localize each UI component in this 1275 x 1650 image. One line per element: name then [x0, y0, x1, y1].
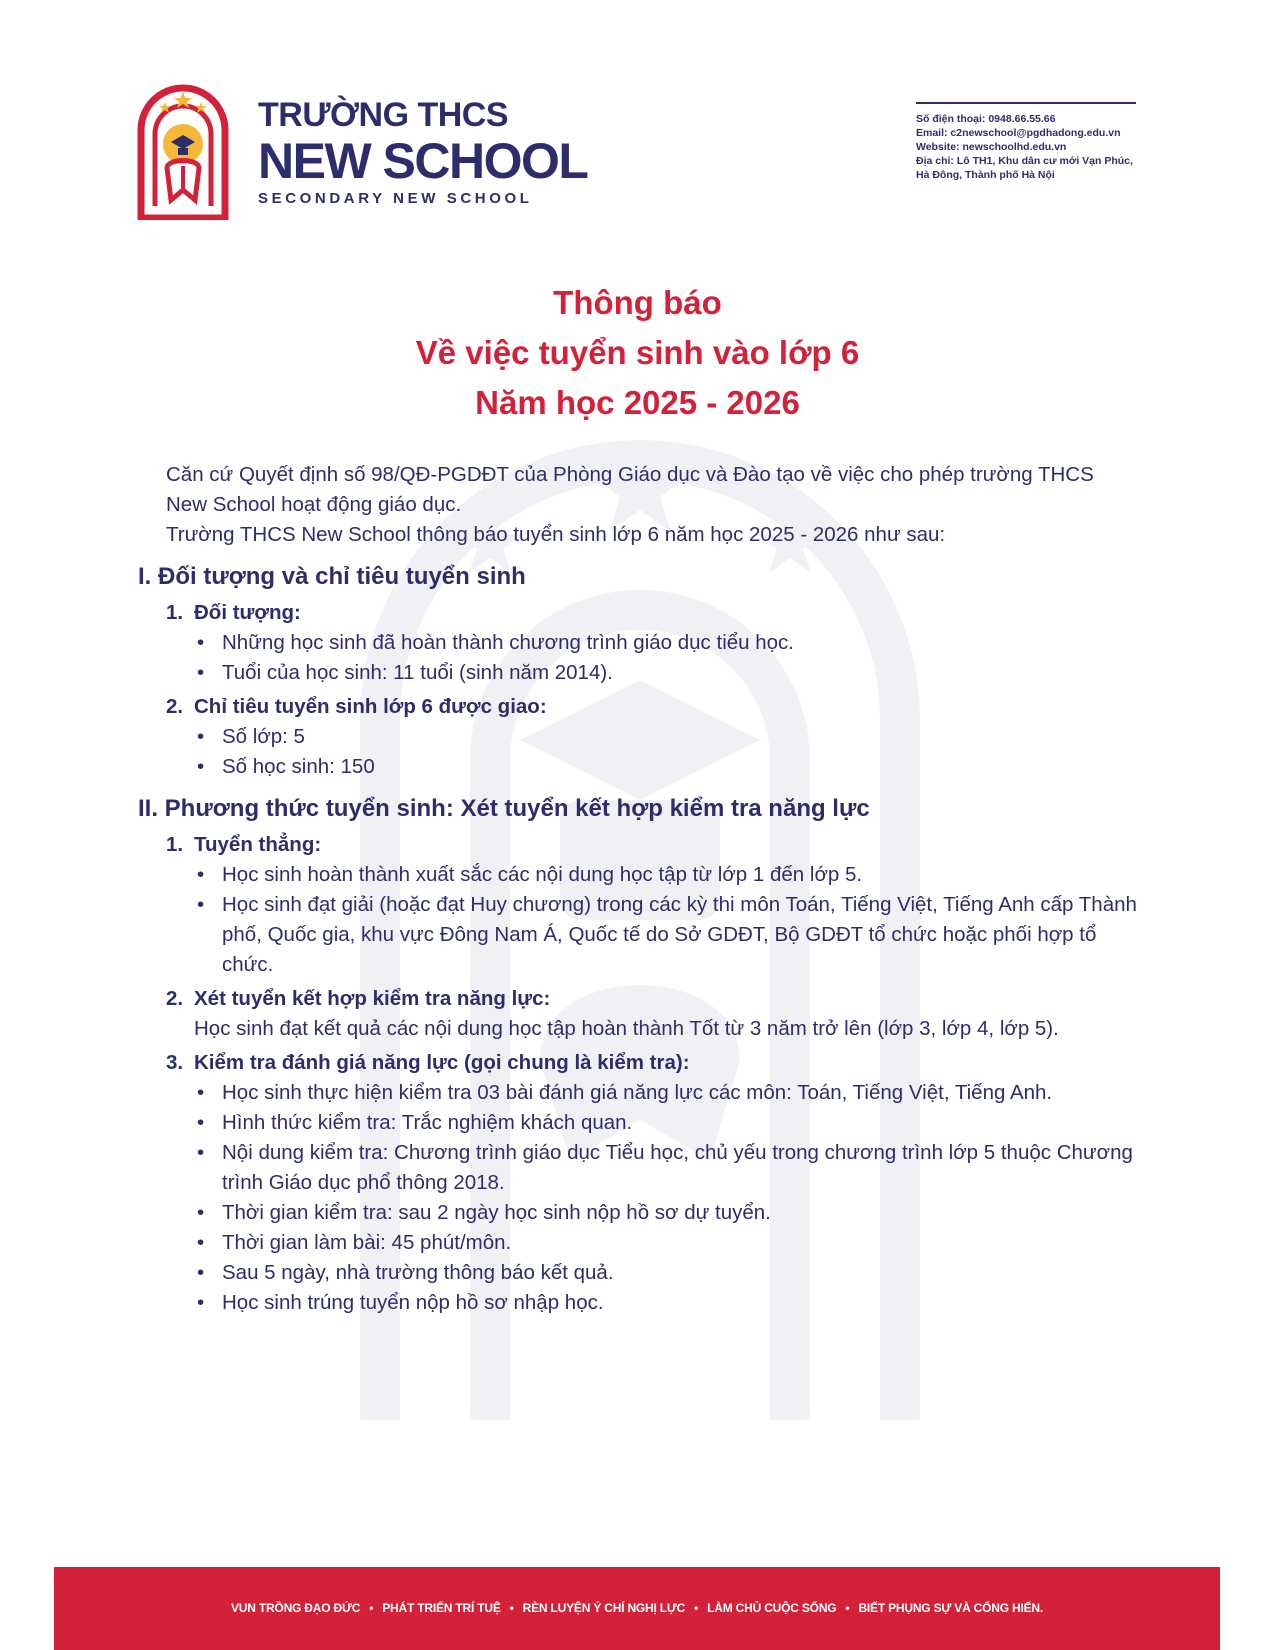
item-heading: Chỉ tiêu tuyển sinh lớp 6 được giao: — [194, 695, 547, 718]
title-line-2: Về việc tuyển sinh vào lớp 6 — [415, 334, 860, 371]
motto-separator: • — [509, 1601, 514, 1615]
item-heading: Tuyển thẳng: — [194, 833, 322, 856]
brand-line-2: NEW SCHOOL — [258, 133, 588, 189]
list-item: • Thời gian làm bài: 45 phút/môn. — [194, 1228, 1138, 1258]
intro-paragraph-2: Trường THCS New School thông báo tuyển sinh lớp 6 năm học 2025 - 2026 như sau: — [166, 523, 946, 546]
list-item: • Thời gian kiểm tra: sau 2 ngày học sinh nộp hồ sơ dự tuyển. — [194, 1198, 1138, 1228]
school-brand — [258, 96, 587, 207]
list-item: • Số học sinh: 150 — [194, 752, 1138, 782]
brand-line-3: SECONDARY NEW SCHOOL — [258, 190, 533, 207]
item-heading: Xét tuyển kết hợp kiểm tra năng lực: — [194, 987, 551, 1010]
title-line-1: Thông báo — [553, 284, 722, 321]
section-2-item-2 — [138, 984, 1138, 1044]
section-2-item-1 — [138, 830, 1138, 980]
item-heading: Kiểm tra đánh giá năng lực (gọi chung là kiểm tra): — [194, 1051, 690, 1074]
section-1-item-1 — [138, 598, 1138, 688]
title-line-3: Năm học 2025 - 2026 — [475, 384, 800, 421]
contact-website: Website: newschoolhd.edu.vn — [916, 141, 1067, 153]
list-item: • Học sinh hoàn thành xuất sắc các nội dung học tập từ lớp 1 đến lớp 5. — [194, 860, 1138, 890]
list-item: • Sau 5 ngày, nhà trường thông báo kết quả. — [194, 1258, 1138, 1288]
item-number: 2. — [166, 695, 184, 718]
item-number: 2. — [166, 987, 184, 1010]
motto-separator: • — [845, 1601, 850, 1615]
footer-banner — [54, 1567, 1220, 1650]
contact-info — [916, 102, 1136, 182]
contact-address-line-1: Địa chỉ: Lô TH1, Khu dân cư mới Vạn Phúc, — [916, 155, 1133, 167]
school-crest-logo — [135, 82, 231, 220]
section-1-item-2 — [138, 692, 1138, 782]
list-item: • Học sinh trúng tuyển nộp hồ sơ nhập học. — [194, 1288, 1138, 1318]
item-number: 3. — [166, 1051, 184, 1074]
list-item: • Học sinh thực hiện kiểm tra 03 bài đánh giá năng lực các môn: Toán, Tiếng Việt, Tiếng Anh. — [194, 1078, 1138, 1108]
document-body — [138, 460, 1138, 1318]
motto-2: PHÁT TRIỂN TRÍ TUỆ — [382, 1601, 501, 1615]
section-1-heading: I. Đối tượng và chỉ tiêu tuyển sinh — [138, 563, 526, 590]
item-text: Học sinh đạt kết quả các nội dung học tập hoàn thành Tốt từ 3 năm trở lên (lớp 3, lớp 4, lớp 5). — [194, 1017, 1059, 1040]
contact-email: Email: c2newschool@pgdhadong.edu.vn — [916, 127, 1121, 139]
footer-motto — [54, 1601, 1220, 1615]
motto-3: RÈN LUYỆN Ý CHÍ NGHỊ LỰC — [522, 1601, 686, 1615]
item-heading: Đối tượng: — [194, 601, 301, 624]
list-item: • Học sinh đạt giải (hoặc đạt Huy chương) trong các kỳ thi môn Toán, Tiếng Việt, Tiếng Anh cấp Thành phố, Quốc gia, khu vực Đông Nam Á, Quốc tế do Sở GDĐT, Bộ GDĐT tổ chức hoặc phối hợp tổ chức. — [194, 890, 1138, 980]
motto-4: LÀM CHỦ CUỘC SỐNG — [707, 1601, 837, 1615]
brand-line-1: TRƯỜNG THCS — [258, 96, 509, 134]
section-2-heading: II. Phương thức tuyển sinh: Xét tuyển kết hợp kiểm tra năng lực — [138, 795, 870, 822]
intro — [138, 460, 1138, 550]
section-2-item-3 — [138, 1048, 1138, 1318]
motto-1: VUN TRỒNG ĐẠO ĐỨC — [230, 1601, 361, 1615]
item-number: 1. — [166, 833, 184, 856]
contact-address-line-2: Hà Đông, Thành phố Hà Nội — [916, 169, 1055, 181]
list-item: • Hình thức kiểm tra: Trắc nghiệm khách quan. — [194, 1108, 1138, 1138]
document-title — [0, 278, 1275, 428]
list-item: • Số lớp: 5 — [194, 722, 1138, 752]
contact-phone: Số điện thoại: 0948.66.55.66 — [916, 113, 1056, 125]
intro-paragraph-1: Căn cứ Quyết định số 98/QĐ-PGDĐT của Phòng Giáo dục và Đào tạo về việc cho phép trường THCS New School hoạt động giáo dục. — [166, 463, 1094, 516]
list-item: • Những học sinh đã hoàn thành chương trình giáo dục tiểu học. — [194, 628, 1138, 658]
motto-5: BIẾT PHỤNG SỰ VÀ CỐNG HIẾN. — [858, 1601, 1044, 1615]
motto-separator: • — [369, 1601, 374, 1615]
motto-separator: • — [694, 1601, 699, 1615]
list-item: • Nội dung kiểm tra: Chương trình giáo dục Tiểu học, chủ yếu trong chương trình lớp 5 thuộc Chương trình Giáo dục phổ thông 2018. — [194, 1138, 1138, 1198]
list-item: • Tuổi của học sinh: 11 tuổi (sinh năm 2014). — [194, 658, 1138, 688]
item-number: 1. — [166, 601, 184, 624]
